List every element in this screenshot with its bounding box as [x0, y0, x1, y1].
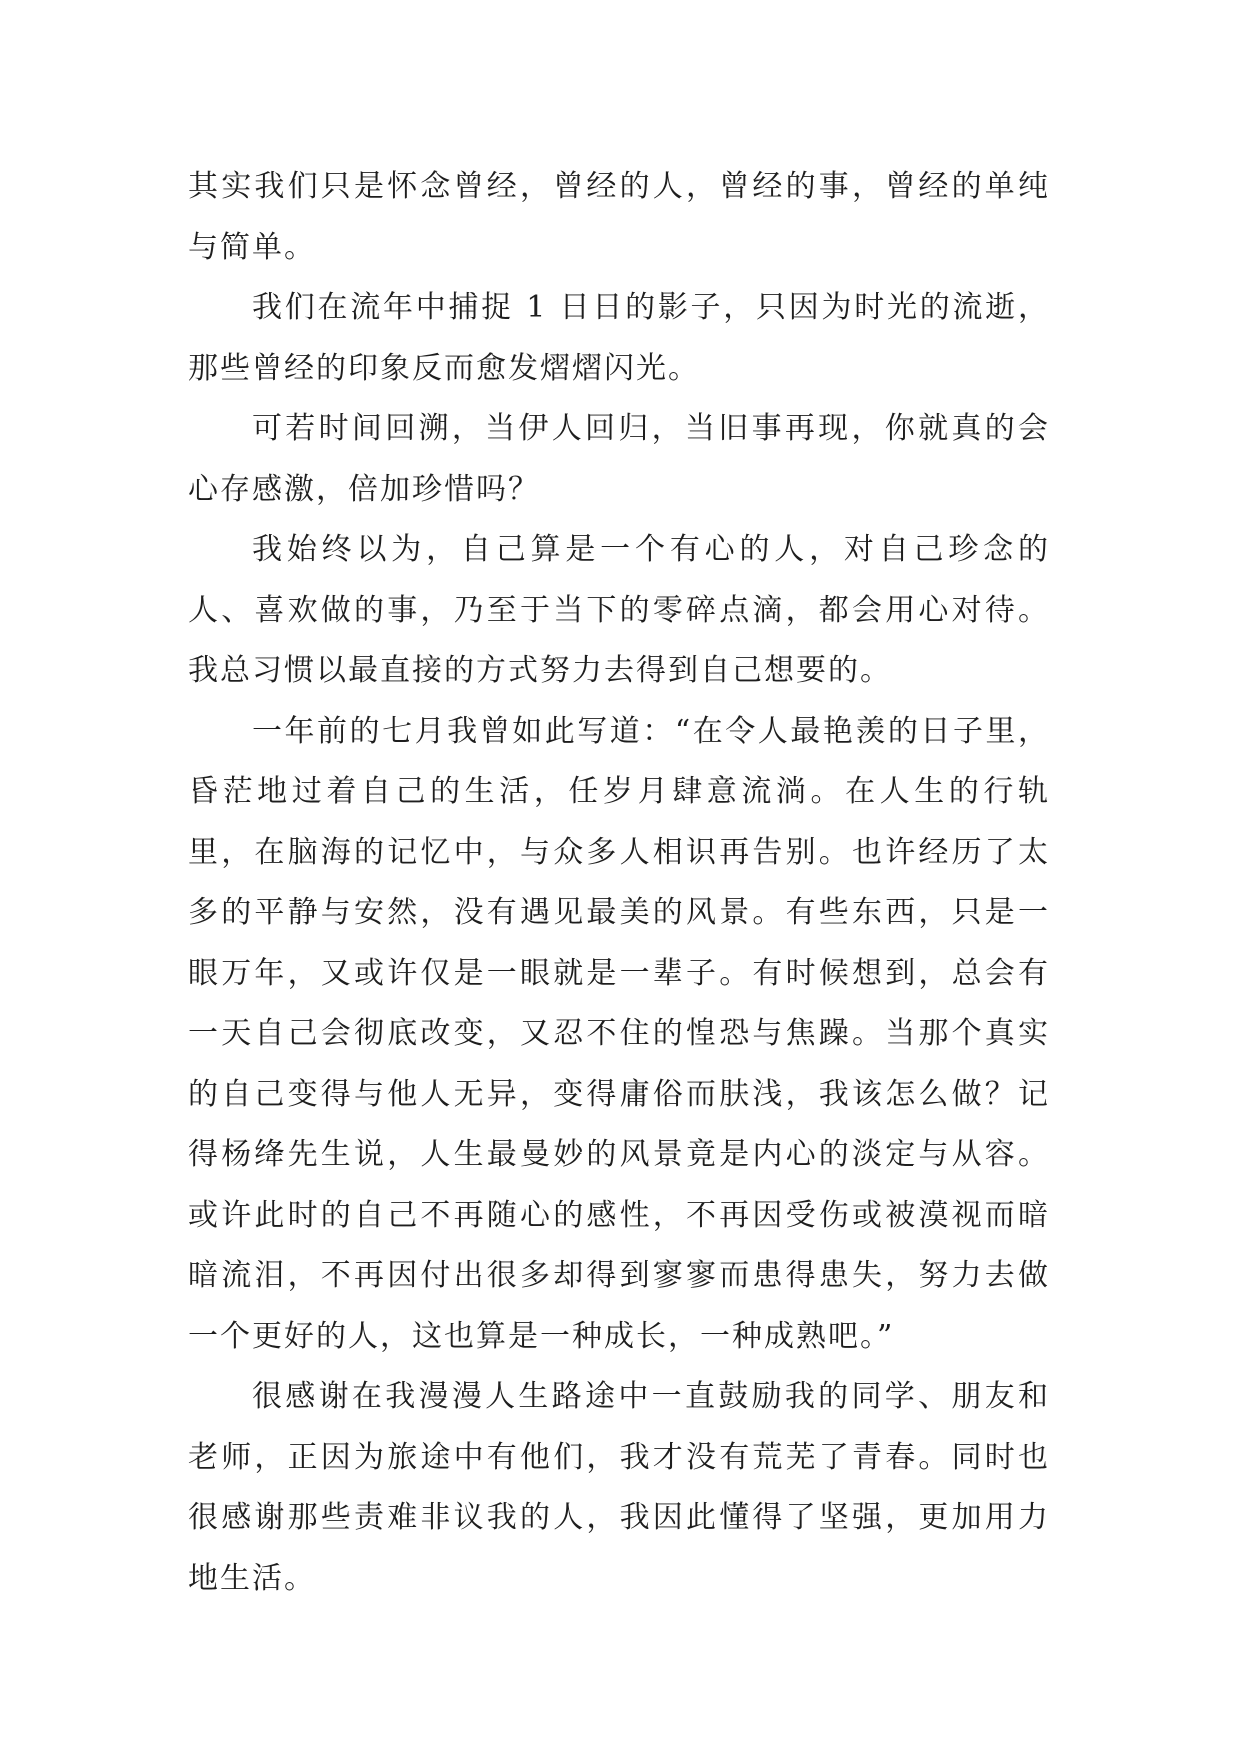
paragraph-1: 其实我们只是怀念曾经，曾经的人，曾经的事，曾经的单纯与简单。 — [188, 169, 1050, 265]
body-text — [188, 157, 1050, 1609]
paragraph-4: 我始终以为，自己算是一个有心的人，对自己珍念的人、喜欢做的事，乃至于当下的零碎点滴，都会用心对待。我总习惯以最直接的方式努力去得到自己想要的。 — [188, 532, 1050, 688]
paragraph-2: 我们在流年中捕捉 1 日日的影子，只因为时光的流逝，那些曾经的印象反而愈发熠熠闪光。 — [188, 290, 1050, 386]
paragraph-3: 可若时间回溯，当伊人回归，当旧事再现，你就真的会心存感激，倍加珍惜吗？ — [188, 411, 1050, 507]
paragraph-6: 很感谢在我漫漫人生路途中一直鼓励我的同学、朋友和老师，正因为旅途中有他们，我才没有荒芜了青春。同时也很感谢那些责难非议我的人，我因此懂得了坚强，更加用力地生活。 — [188, 1379, 1050, 1596]
paragraph-5: 一年前的七月我曾如此写道：“在令人最艳羡的日子里，昏茫地过着自己的生活，任岁月肆意流淌。在人生的行轨里，在脑海的记忆中，与众多人相识再告别。也许经历了太多的平静与安然，没有遇见最美的风景。有些东西，只是一眼万年，又或许仅是一眼就是一辈子。有时候想到，总会有一天自己会彻底改变，又忍不住的惶恐与焦躁。当那个真实的自己变得与他人无异，变得庸俗而肤浅，我该怎么做？记得杨绛先生说，人生最曼妙的风景竟是内心的淡定与从容。或许此时的自己不再随心的感性，不再因受伤或被漠视而暗暗流泪，不再因付出很多却得到寥寥而患得患失，努力去做一个更好的人，这也算是一种成长，一种成熟吧。” — [188, 713, 1050, 1354]
